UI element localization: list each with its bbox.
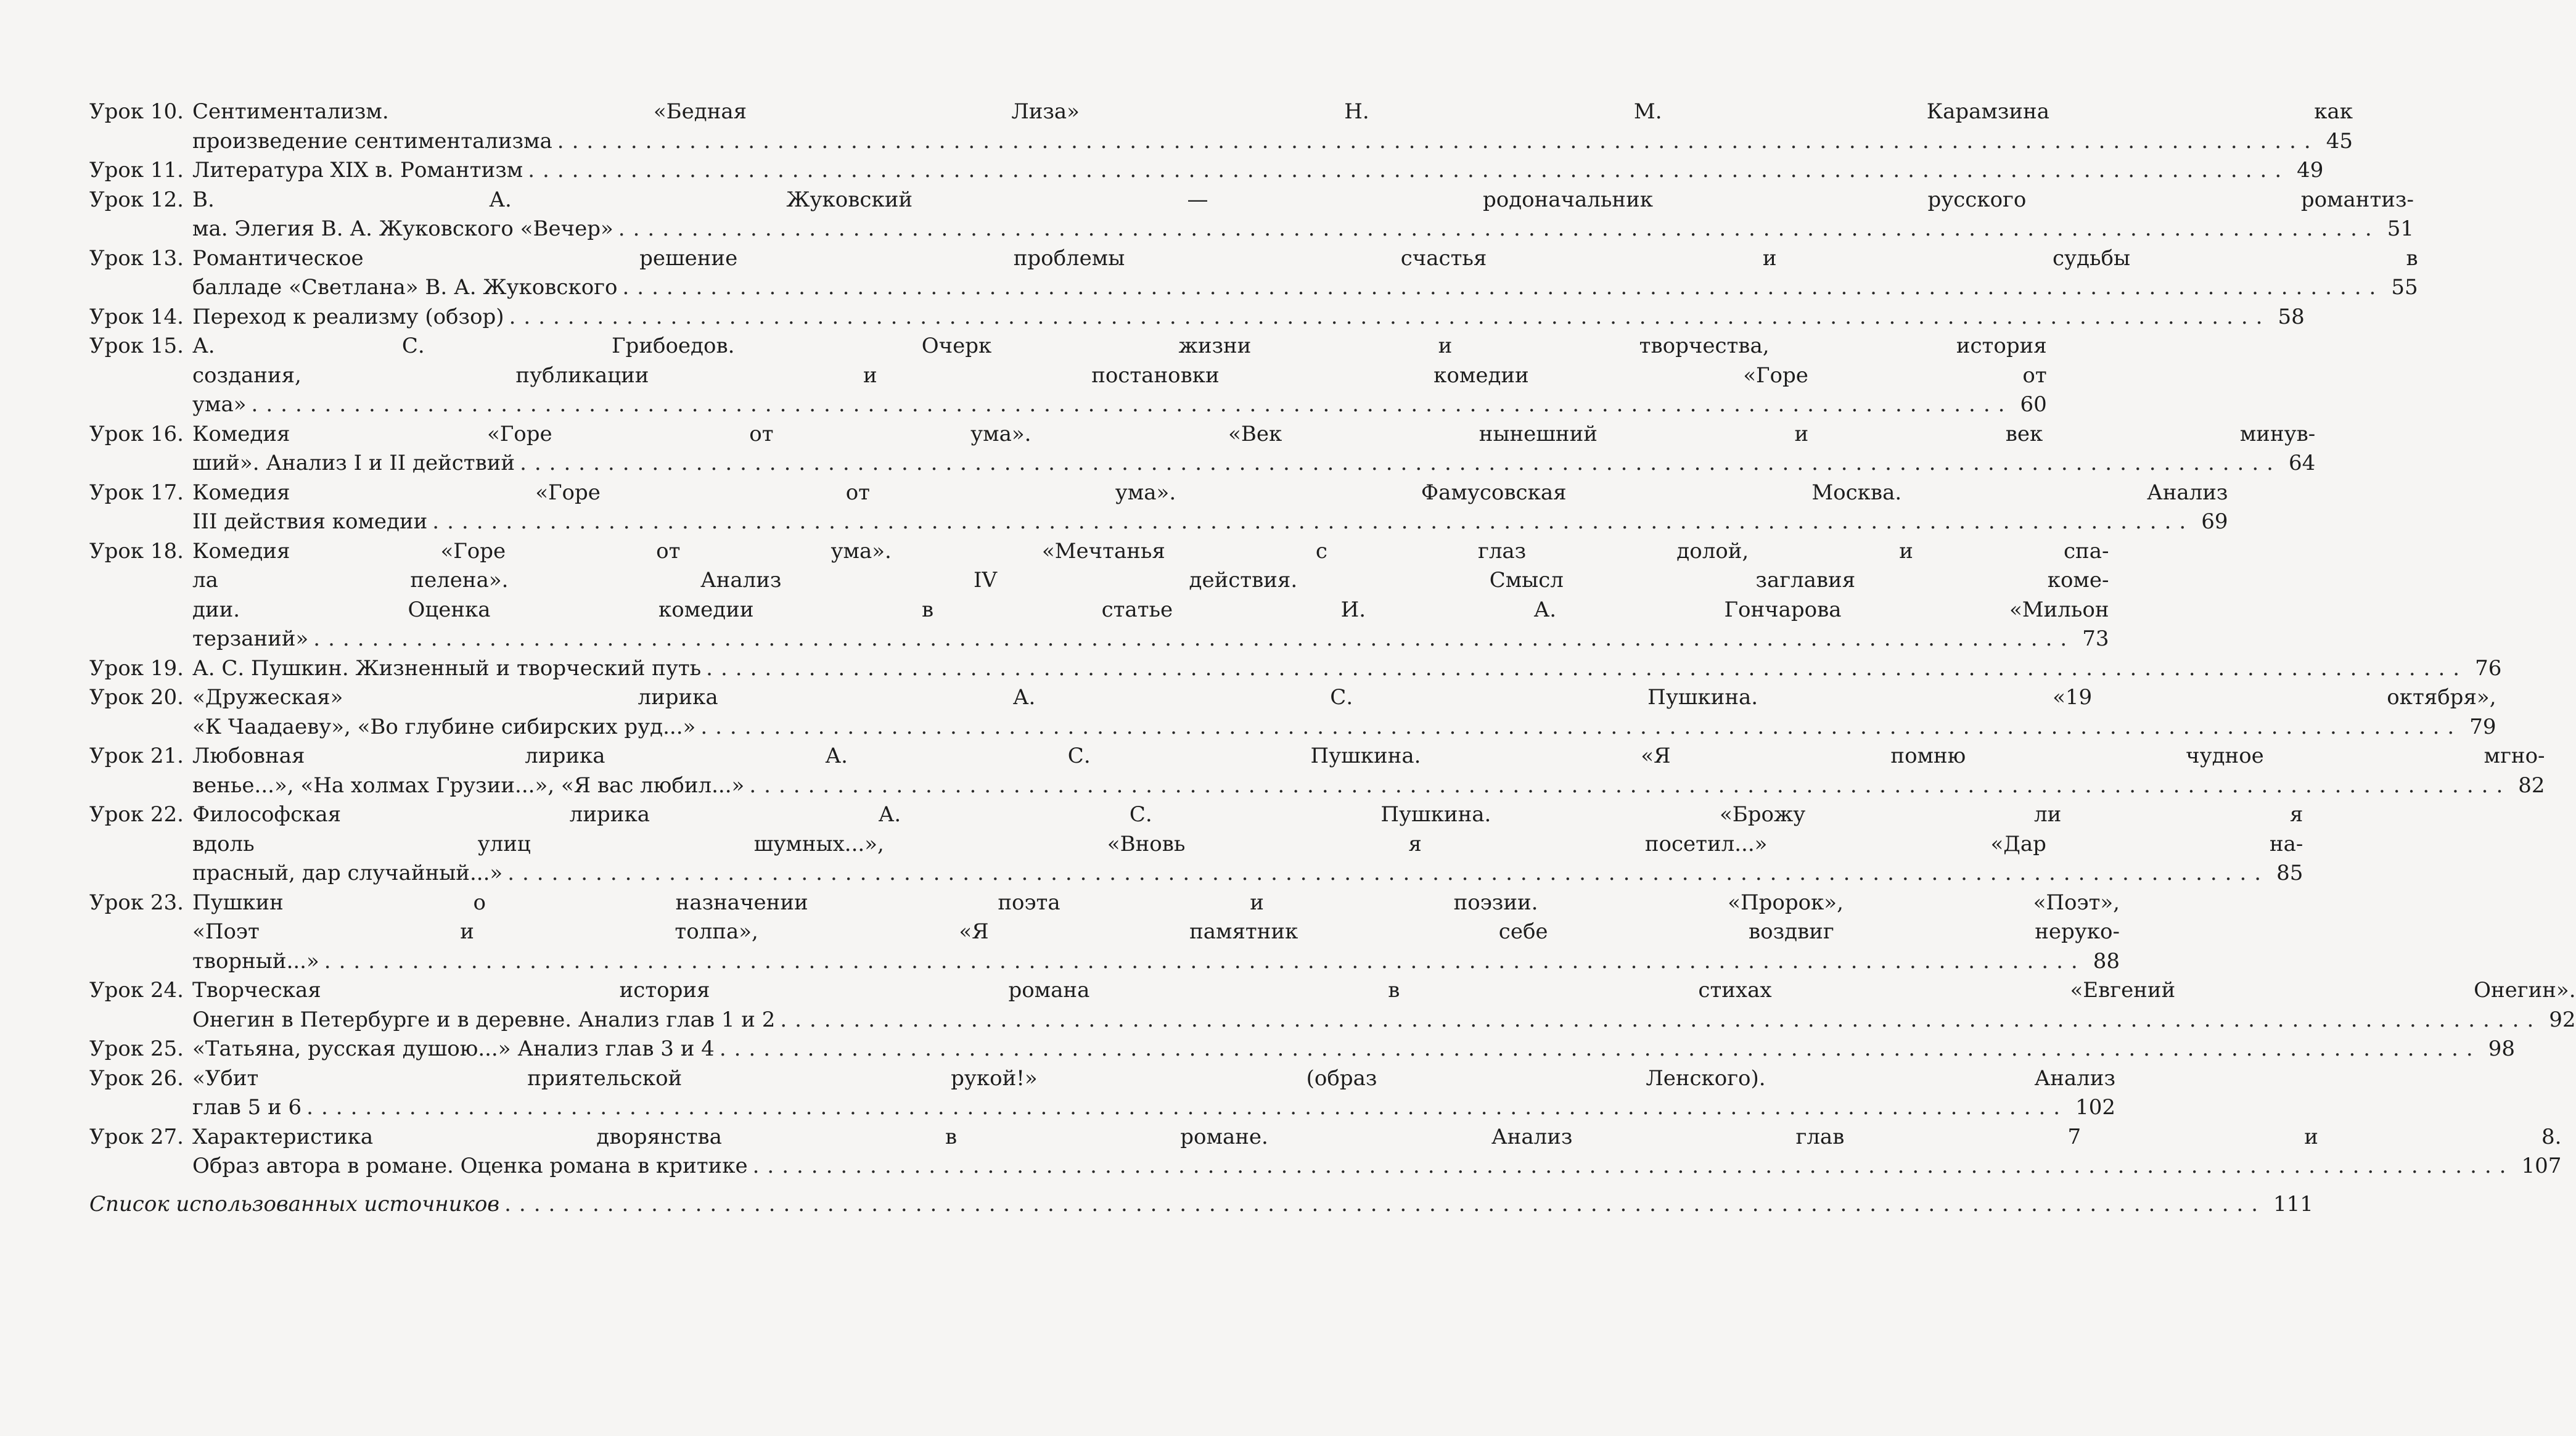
toc-entry-body (192, 332, 2047, 420)
toc-entry-line: ла пелена». Анализ IV действия. Смысл заглавия коме- (192, 568, 2109, 593)
dot-leader: ........................................................................................................................ (700, 714, 2463, 739)
dot-leader: ........................................................................................................................ (752, 1154, 2514, 1178)
toc-entry (89, 1035, 2515, 1064)
lesson-label: Урок 18. (89, 538, 184, 564)
page-number: 85 (2276, 861, 2303, 885)
toc-entry-line: «Дружеская» лирика А. С. Пушкина. «19 октября», (192, 685, 2496, 710)
page-number: 51 (2387, 216, 2414, 241)
lesson-label: Урок 14. (89, 304, 184, 329)
dot-leader: ........................................................................................................................ (509, 304, 2271, 329)
toc-entry-last-line (192, 273, 2418, 303)
toc-entry (89, 332, 2047, 420)
lesson-label: Урок 21. (89, 744, 184, 768)
toc-entry-line: В. А. Жуковский — родоначальник русского романтиз- (192, 187, 2414, 212)
toc-entry-last-line (192, 127, 2353, 157)
toc-entry-text: «Татьяна, русская душою...» Анализ глав 3 и 4 (192, 1036, 715, 1061)
toc-entry-body (192, 1035, 2515, 1064)
toc-entry-last-line (192, 1152, 2561, 1181)
lesson-label: Урок 27. (89, 1124, 184, 1149)
toc-entry-body (192, 244, 2418, 303)
toc-entry-text: произведение сентиментализма (192, 128, 552, 154)
dot-leader: ........................................................................................................................ (528, 158, 2290, 183)
toc-entry-line: Характеристика дворянства в романе. Анализ глав 7 и 8. (192, 1124, 2562, 1149)
toc-entry-body (192, 303, 2305, 332)
page-number: 58 (2278, 304, 2305, 329)
toc-entry-line: Комедия «Горе от ума». «Век нынешний и век минув- (192, 421, 2316, 446)
lesson-label: Урок 25. (89, 1036, 184, 1061)
lesson-label: Урок 24. (89, 978, 184, 1003)
toc-entry-last-line (192, 713, 2496, 742)
toc-entry-body (192, 654, 2501, 684)
toc-entry (89, 97, 2353, 156)
dot-leader: ........................................................................................................................ (306, 1095, 2069, 1120)
toc-entry (89, 1064, 2115, 1123)
toc-entry-text: III действия комедии (192, 509, 428, 534)
lesson-label: Урок 16. (89, 421, 184, 446)
lesson-label: Урок 20. (89, 685, 184, 710)
toc-entry-body (192, 1123, 2561, 1181)
toc-entry (89, 888, 2120, 977)
toc-entry-line: «Убит приятельской рукой!» (образ Ленского). Анализ (192, 1065, 2115, 1091)
toc-entry (89, 303, 2305, 332)
toc-entry (89, 800, 2303, 888)
toc-entry-text: Образ автора в романе. Оценка романа в критике (192, 1154, 748, 1178)
toc-entry-last-line (192, 947, 2120, 977)
lesson-label: Урок 11. (89, 158, 184, 183)
page-number: 98 (2488, 1036, 2515, 1061)
toc-entry-body (192, 420, 2315, 478)
toc-entry-text: ший». Анализ I и II действий (192, 451, 515, 475)
toc-entry-line: дии. Оценка комедии в статье И. А. Гончарова «Мильон (192, 597, 2109, 622)
toc-entry (89, 537, 2109, 654)
dot-leader: ........................................................................................................................ (719, 1036, 2481, 1061)
toc-entry (89, 654, 2502, 684)
toc-entry-line: Комедия «Горе от ума». «Мечтанья с глаз долой, и спа- (192, 538, 2109, 564)
toc-entry-body (192, 156, 2323, 186)
toc-entry-last-line (192, 1035, 2515, 1064)
dot-leader: ........................................................................................................................ (324, 948, 2086, 974)
toc-entry (89, 742, 2545, 800)
toc-entry-body (192, 478, 2228, 537)
toc-entry-line: А. С. Грибоедов. Очерк жизни и творчества, история (192, 334, 2047, 358)
dot-leader: ........................................................................................................................ (504, 1191, 2266, 1216)
toc-entry-last-line (192, 215, 2414, 244)
toc-entry-last-line (192, 859, 2303, 888)
lesson-label: Урок 19. (89, 655, 184, 681)
toc-entry-line: создания, публикации и постановки комедии «Горе от (192, 363, 2047, 388)
toc-entry-last-line (192, 1006, 2576, 1035)
toc-entry-last-line (192, 390, 2047, 420)
toc-entry-last-line (192, 156, 2323, 186)
lesson-label: Урок 23. (89, 890, 184, 915)
toc-entry-text: ма. Элегия В. А. Жуковского «Вечер» (192, 216, 613, 241)
toc-entry-line: Сентиментализм. «Бедная Лиза» Н. М. Карамзина как (192, 99, 2353, 124)
toc-entry-text: Литература XIX в. Романтизм (192, 158, 523, 183)
toc-entry-last-line (89, 1190, 2313, 1220)
page-number: 111 (2273, 1191, 2313, 1216)
page-number: 60 (2020, 392, 2047, 417)
toc-entry-text: прасный, дар случайный...» (192, 861, 503, 885)
toc-entry-body (192, 800, 2303, 888)
toc-entry-text: терзаний» (192, 626, 309, 651)
page-number: 55 (2391, 275, 2418, 300)
page-number: 76 (2475, 655, 2502, 681)
lesson-label: Урок 22. (89, 802, 184, 827)
toc-entry-line: Романтическое решение проблемы счастья и судьбы в (192, 245, 2418, 271)
lesson-label: Урок 15. (89, 334, 184, 358)
toc-entry-text: ума» (192, 392, 247, 417)
toc-entry-last-line (192, 303, 2305, 332)
toc-entry-line: Комедия «Горе от ума». Фамусовская Москва. Анализ (192, 480, 2228, 505)
page-number: 82 (2518, 773, 2545, 798)
page-number: 88 (2093, 948, 2120, 974)
toc-entry-text: «К Чаадаеву», «Во глубине сибирских руд...» (192, 714, 696, 739)
toc-entry-body (192, 976, 2576, 1035)
toc-entry-text: творный...» (192, 948, 319, 974)
page-number: 69 (2201, 509, 2228, 534)
toc-entry-body (192, 742, 2545, 800)
lesson-label: Урок 10. (89, 99, 184, 124)
toc-entry (89, 244, 2418, 303)
lesson-label: Урок 17. (89, 480, 184, 505)
page-number: 73 (2082, 626, 2109, 651)
toc-entry (89, 420, 2316, 478)
toc-entry-last-line (192, 449, 2315, 478)
dot-leader: ........................................................................................................................ (749, 773, 2511, 798)
page-number: 49 (2297, 158, 2324, 183)
toc-entry-text: балладе «Светлана» В. А. Жуковского (192, 275, 618, 300)
toc-entry-line: Любовная лирика А. С. Пушкина. «Я помню чудное мгно- (192, 744, 2545, 768)
toc-entry (89, 683, 2496, 742)
toc-entry-body (192, 97, 2353, 156)
toc-entry-line: «Поэт и толпа», «Я памятник себе воздвиг неруко- (192, 919, 2120, 944)
sources-entry-body (89, 1190, 2313, 1220)
toc-entry-body (192, 683, 2496, 742)
page-number: 45 (2326, 128, 2353, 154)
sources-entry (89, 1190, 2313, 1220)
sources-title: Список использованных источников (89, 1191, 500, 1216)
page-number: 107 (2521, 1154, 2562, 1178)
toc-entry-body (192, 1064, 2115, 1123)
toc-entry-body (192, 537, 2109, 654)
toc-entry-last-line (192, 1093, 2115, 1123)
lesson-label: Урок 13. (89, 245, 184, 271)
toc-entry (89, 186, 2414, 244)
dot-leader: ........................................................................................................................ (622, 275, 2384, 300)
toc-entry-line: Пушкин о назначении поэта и поэзии. «Пророк», «Поэт», (192, 890, 2120, 915)
dot-leader: ........................................................................................................................ (520, 451, 2281, 475)
dot-leader: ........................................................................................................................ (618, 216, 2380, 241)
toc-entry-text: А. С. Пушкин. Жизненный и творческий путь (192, 655, 702, 681)
toc-entry-last-line (192, 507, 2228, 537)
lesson-label: Урок 26. (89, 1065, 184, 1091)
toc-entry-line: вдоль улиц шумных...», «Вновь я посетил...» «Дар на- (192, 831, 2303, 856)
table-of-contents (89, 97, 2576, 1219)
toc-entry-text: Онегин в Петербурге и в деревне. Анализ глав 1 и 2 (192, 1007, 776, 1032)
toc-entry-text: венье...», «На холмах Грузии...», «Я вас любил...» (192, 773, 745, 798)
toc-entry-text: Переход к реализму (обзор) (192, 304, 504, 329)
dot-leader: ........................................................................................................................ (507, 861, 2270, 885)
dot-leader: ........................................................................................................................ (780, 1007, 2542, 1032)
dot-leader: ........................................................................................................................ (251, 392, 2013, 417)
dot-leader: ........................................................................................................................ (432, 509, 2194, 534)
toc-entry (89, 156, 2324, 186)
toc-entry-body (192, 888, 2120, 977)
toc-entry-body (192, 186, 2414, 244)
toc-entry-line: Философская лирика А. С. Пушкина. «Брожу ли я (192, 802, 2303, 827)
toc-entry-text: глав 5 и 6 (192, 1095, 302, 1120)
toc-entry-last-line (192, 771, 2545, 801)
toc-entry (89, 976, 2576, 1035)
dot-leader: ........................................................................................................................ (706, 655, 2468, 681)
toc-entry-last-line (192, 654, 2501, 684)
toc-entry-last-line (192, 625, 2109, 654)
toc-entry (89, 1123, 2562, 1181)
page-number: 79 (2469, 714, 2496, 739)
toc-entry (89, 478, 2228, 537)
page-number: 64 (2288, 451, 2316, 475)
toc-entry-line: Творческая история романа в стихах «Евгений Онегин». (192, 978, 2576, 1003)
dot-leader: ........................................................................................................................ (557, 128, 2319, 154)
dot-leader: ........................................................................................................................ (313, 626, 2075, 651)
lesson-label: Урок 12. (89, 187, 184, 212)
page-number: 102 (2075, 1095, 2115, 1120)
page-number: 92 (2549, 1007, 2576, 1032)
